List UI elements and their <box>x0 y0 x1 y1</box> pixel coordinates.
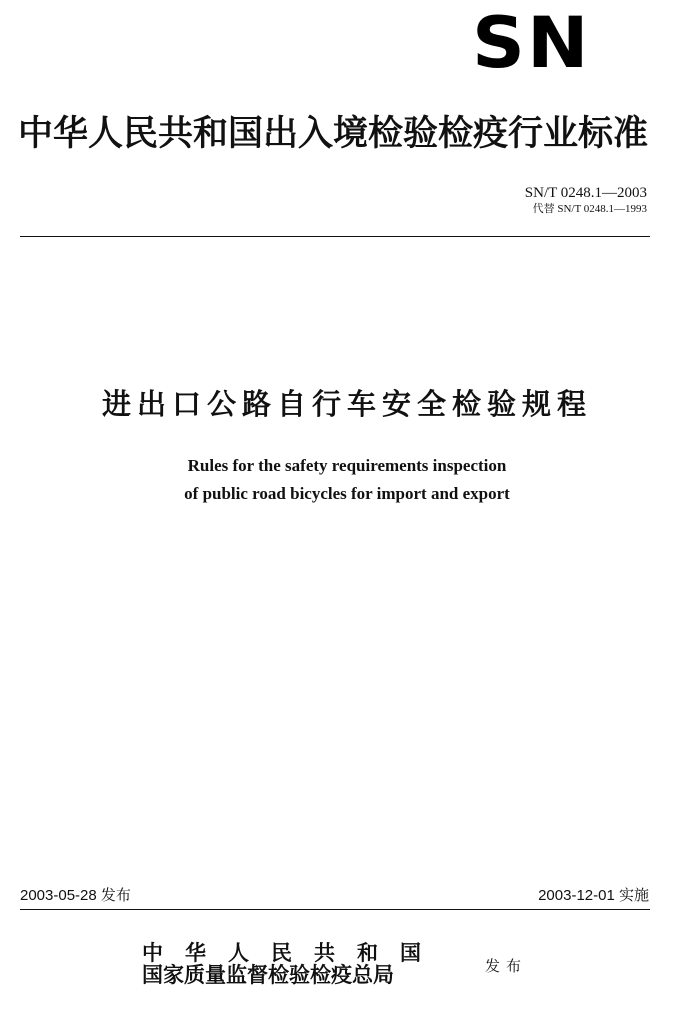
standard-code: SN/T 0248.1—2003 <box>524 185 647 201</box>
publish-label: 发布 <box>485 957 528 975</box>
sn-logo: SN <box>472 2 591 84</box>
replaces-note: 代替 SN/T 0248.1—1993 <box>532 203 647 215</box>
document-title-english-line1: Rules for the safety requirements inspection <box>187 456 507 475</box>
industry-standard-heading: 中华人民共和国出入境检验检疫行业标准 <box>18 114 649 154</box>
issue-date: 2003-05-28 发布 <box>20 887 131 904</box>
implementation-date: 2003-12-01 实施 <box>538 887 649 904</box>
issuer-line1: 中华人民共和国 <box>142 940 443 965</box>
document-title-chinese: 进出口公路自行车安全检验规程 <box>101 387 592 421</box>
bottom-divider <box>20 909 650 910</box>
document-title-english-line2: of public road bicycles for import and export <box>184 484 510 503</box>
standard-code-block <box>525 184 647 216</box>
issuer-line2: 国家质量监督检验检疫总局 <box>142 962 394 987</box>
top-divider <box>20 236 650 237</box>
